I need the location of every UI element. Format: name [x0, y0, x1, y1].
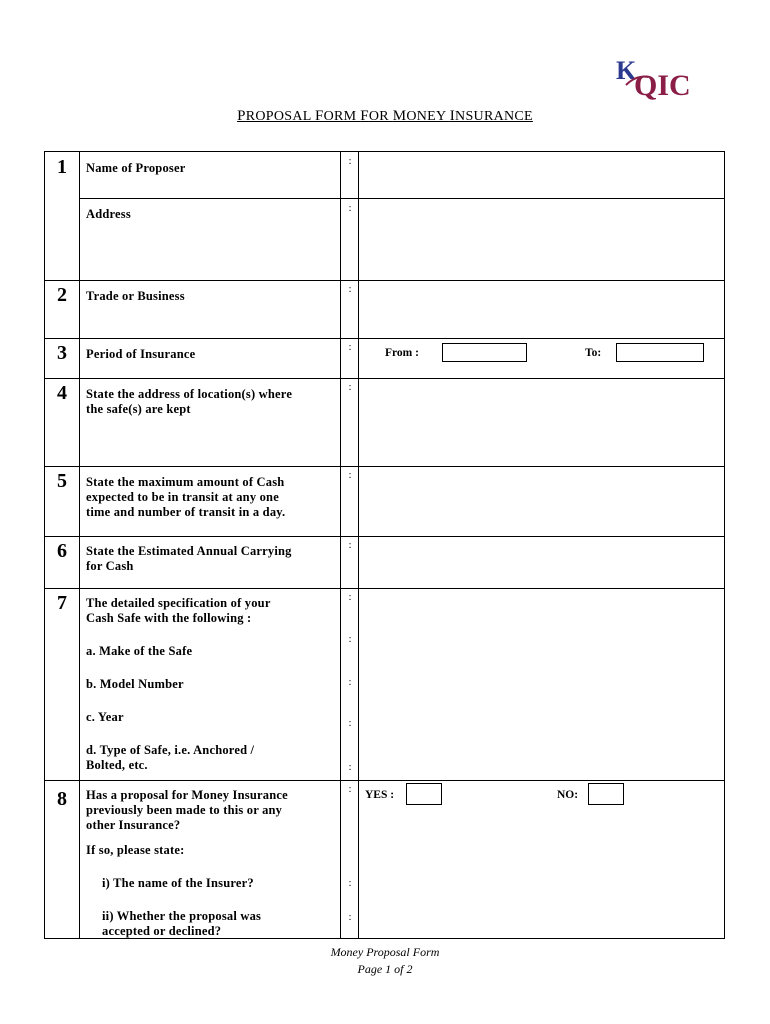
colon: : — [348, 203, 352, 214]
row-number: 4 — [57, 382, 67, 404]
colon: : — [348, 592, 352, 603]
footer-page-number: Page 1 of 2 — [357, 962, 413, 976]
colon: : — [348, 762, 352, 773]
row-number: 2 — [57, 284, 67, 306]
row-divider — [45, 466, 724, 467]
trade-or-business-label: Trade or Business — [86, 289, 185, 303]
name-of-proposer-label: Name of Proposer — [86, 161, 186, 175]
row-divider — [79, 198, 724, 199]
row-divider — [45, 588, 724, 589]
colon: : — [348, 382, 352, 393]
colon: : — [348, 912, 352, 923]
row-number: 3 — [57, 342, 67, 364]
safe-specification-label: The detailed specification of your Cash Safe with the following : — [86, 596, 271, 625]
colon: : — [348, 470, 352, 481]
make-of-safe-label: a. Make of the Safe — [86, 644, 193, 658]
row-number: 7 — [57, 592, 67, 614]
row-number: 6 — [57, 540, 67, 562]
kqic-logo — [612, 55, 722, 105]
safe-location-label: State the address of location(s) where the safe(s) are kept — [86, 387, 293, 416]
colon: : — [348, 634, 352, 645]
colon: : — [348, 342, 352, 353]
page-title: PROPOSAL FORM FOR MONEY INSURANCE — [237, 108, 533, 124]
to-date-field[interactable] — [616, 343, 704, 362]
period-of-insurance-label: Period of Insurance — [86, 347, 196, 361]
number-column-divider — [79, 152, 80, 938]
svg-text:QIC: QIC — [634, 69, 691, 102]
colon: : — [348, 784, 352, 795]
row-number: 8 — [57, 788, 67, 810]
type-of-safe-label: d. Type of Safe, i.e. Anchored / Bolted, etc. — [86, 743, 255, 772]
address-label: Address — [86, 207, 131, 221]
row-number: 5 — [57, 470, 67, 492]
colon: : — [348, 156, 352, 167]
footer-form-name: Money Proposal Form — [330, 945, 440, 959]
no-checkbox[interactable] — [588, 783, 624, 805]
row-divider — [45, 536, 724, 537]
label-column-divider — [340, 152, 341, 938]
cash-in-transit-label: State the maximum amount of Cash expected to be in transit at any one time and number of transit in a day. — [86, 475, 286, 519]
yes-label: YES : — [365, 789, 395, 801]
row-divider — [45, 338, 724, 339]
yes-checkbox[interactable] — [406, 783, 442, 805]
colon: : — [348, 878, 352, 889]
year-label: c. Year — [86, 710, 124, 724]
from-label: From : — [385, 347, 419, 359]
insurer-name-label: i) The name of the Insurer? — [102, 876, 254, 890]
colon: : — [348, 284, 352, 295]
previous-proposal-label: Has a proposal for Money Insurance previously been made to this or any other Insurance? — [86, 788, 288, 832]
annual-carrying-label: State the Estimated Annual Carrying for Cash — [86, 544, 292, 573]
proposal-form-table — [44, 151, 725, 939]
row-divider — [45, 280, 724, 281]
row-divider — [45, 378, 724, 379]
proposal-outcome-label: ii) Whether the proposal was accepted or declined? — [102, 909, 262, 938]
no-label: NO: — [557, 789, 579, 801]
row-divider — [45, 780, 724, 781]
row-number: 1 — [57, 156, 67, 178]
to-label: To: — [585, 347, 602, 359]
svg-text:K: K — [616, 56, 637, 85]
model-number-label: b. Model Number — [86, 677, 184, 691]
colon: : — [348, 718, 352, 729]
colon: : — [348, 677, 352, 688]
colon: : — [348, 540, 352, 551]
from-date-field[interactable] — [442, 343, 527, 362]
colon-column-divider — [358, 152, 359, 938]
if-so-label: If so, please state: — [86, 843, 185, 857]
